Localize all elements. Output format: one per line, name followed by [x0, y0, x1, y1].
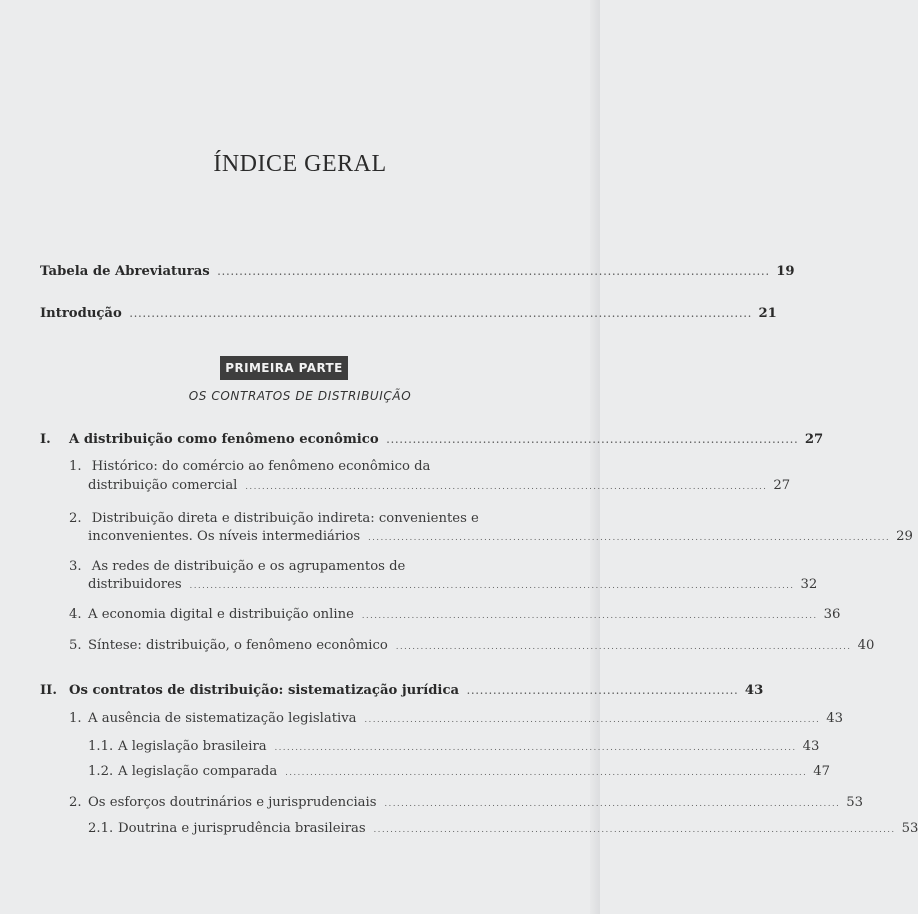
section-number: 2.: [69, 511, 82, 526]
toc-chapter-2[interactable]: [40, 682, 764, 700]
toc-page-number: 29: [896, 529, 913, 544]
chapter-numeral: I.: [40, 432, 51, 447]
leader-dots: ..............................................................................................................................: [245, 482, 768, 491]
section-title-line1: As redes de distribuição e os agrupamentos de: [91, 559, 406, 574]
leader-dots: ..............................................................................................................................: [373, 825, 896, 834]
section-number: 4.: [69, 607, 82, 622]
section-number: 1.: [69, 459, 82, 474]
section-number: 1.1.: [88, 739, 114, 754]
toc-page-number: 32: [800, 577, 818, 592]
part-badge: PRIMEIRA PARTE: [220, 356, 348, 380]
toc-page-number: 27: [773, 478, 791, 493]
toc-page-number: 47: [813, 764, 831, 779]
toc-page-number: 40: [857, 638, 875, 653]
section-title-line2: inconvenientes. Os níveis intermediários: [88, 529, 361, 544]
leader-dots: ..............................................................................................................................: [274, 743, 797, 752]
section-title: Síntese: distribuição, o fenômeno econômico: [88, 638, 388, 653]
leader-dots: ..............................................................................................................: [364, 715, 821, 724]
toc-section-2-1[interactable]: [69, 710, 844, 729]
toc-section-1-5[interactable]: [69, 637, 875, 656]
leader-dots: ..............................................................: [467, 686, 739, 696]
chapter-title: A distribuição como fenômeno econômico: [69, 432, 379, 447]
toc-section-1-4[interactable]: [69, 606, 841, 625]
part-subtitle: OS CONTRATOS DE DISTRIBUIÇÃO: [188, 389, 412, 403]
section-number: 1.2.: [88, 764, 114, 779]
toc-page-number: 53: [846, 795, 864, 810]
section-title: A legislação brasileira: [118, 739, 267, 754]
section-title: Doutrina e jurisprudência brasileiras: [118, 821, 366, 836]
leader-dots: ..............................................................................................................: [384, 799, 841, 808]
toc-section-1-2[interactable]: [88, 528, 913, 547]
toc-page-number: 53: [901, 821, 918, 836]
toc-page-number: 36: [823, 607, 841, 622]
toc-entry-label: Introdução: [40, 306, 122, 321]
toc-section-2-1-1[interactable]: [88, 738, 820, 757]
toc-page-number: 43: [744, 683, 764, 698]
section-number: 3.: [69, 559, 82, 574]
chapter-numeral: II.: [40, 683, 57, 698]
section-title-line2: distribuidores: [88, 577, 182, 592]
toc-entry-abreviaturas[interactable]: [40, 263, 795, 281]
leader-dots: ..............................................................................................................................: [217, 267, 771, 277]
leader-dots: ..............................................................................................: [386, 435, 799, 445]
section-title: A legislação comparada: [118, 764, 278, 779]
toc-page-number: 43: [802, 739, 820, 754]
toc-section-1-1[interactable]: [88, 477, 791, 496]
section-title-line2: distribuição comercial: [88, 478, 238, 493]
leader-dots: ..............................................................................................................................: [368, 533, 891, 542]
section-title-line1: Histórico: do comércio ao fenômeno econômico da: [91, 459, 431, 474]
toc-page-number: 19: [776, 264, 795, 279]
leader-dots: ..............................................................................................................: [361, 611, 818, 620]
chapter-title: Os contratos de distribuição: sistematização jurídica: [69, 683, 460, 698]
toc-page-number: 21: [758, 306, 777, 321]
section-number: 2.: [69, 795, 82, 810]
toc-section-1-1-line1[interactable]: [69, 458, 430, 476]
section-number: 5.: [69, 638, 82, 653]
toc-entry-introducao[interactable]: [40, 305, 777, 323]
toc-page-number: 27: [804, 432, 824, 447]
leader-dots: ..............................................................................................................................................: [129, 309, 753, 319]
leader-dots: ..............................................................................................................: [395, 642, 852, 651]
toc-section-1-2-line1[interactable]: [69, 510, 479, 528]
section-title: Os esforços doutrinários e jurisprudenciais: [88, 795, 377, 810]
section-number: 2.1.: [88, 821, 114, 836]
toc-entry-label: Tabela de Abreviaturas: [40, 264, 210, 279]
toc-section-1-3[interactable]: [88, 576, 818, 595]
leader-dots: ..................................................................................................................................................: [189, 581, 795, 590]
section-number: 1.: [69, 711, 82, 726]
leader-dots: ..............................................................................................................................: [285, 768, 808, 777]
section-title-line1: Distribuição direta e distribuição indireta: convenientes e: [91, 511, 479, 526]
page-title: ÍNDICE GERAL: [213, 151, 387, 177]
toc-chapter-1[interactable]: [40, 431, 824, 449]
toc-page-number: 43: [826, 711, 844, 726]
toc-section-2-2[interactable]: [69, 794, 864, 813]
section-title: A ausência de sistematização legislativa: [88, 711, 357, 726]
toc-section-2-1-2[interactable]: [88, 763, 831, 782]
section-title: A economia digital e distribuição online: [88, 607, 354, 622]
toc-section-1-3-line1[interactable]: [69, 558, 405, 576]
toc-section-2-2-1[interactable]: [88, 820, 918, 839]
